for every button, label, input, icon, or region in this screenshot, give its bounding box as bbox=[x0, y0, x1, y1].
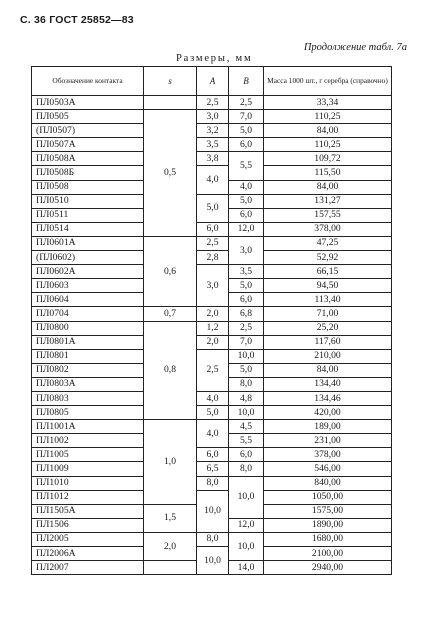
row-mass: 134,40 bbox=[264, 377, 392, 391]
table-row bbox=[32, 448, 392, 462]
page-code: С. 36 ГОСТ 25852—83 bbox=[20, 14, 134, 26]
row-mass: 33,34 bbox=[264, 96, 392, 110]
row-a: 2,5 bbox=[197, 349, 229, 391]
row-designation: ПЛ0508 bbox=[32, 180, 144, 194]
row-b: 4,0 bbox=[229, 180, 264, 194]
row-mass: 66,15 bbox=[264, 265, 392, 279]
table-row bbox=[32, 349, 392, 363]
table-row bbox=[32, 265, 392, 279]
row-b: 7,0 bbox=[229, 335, 264, 349]
table-row bbox=[32, 251, 392, 265]
row-designation: ПЛ1009 bbox=[32, 462, 144, 476]
table-row bbox=[32, 307, 392, 321]
row-designation: ПЛ1002 bbox=[32, 434, 144, 448]
table-row bbox=[32, 462, 392, 476]
row-a: 6,0 bbox=[197, 222, 229, 236]
table-row bbox=[32, 124, 392, 138]
row-designation: ПЛ0803 bbox=[32, 391, 144, 405]
contacts-table bbox=[31, 66, 392, 575]
row-designation: ПЛ0601А bbox=[32, 236, 144, 250]
table-row bbox=[32, 110, 392, 124]
row-mass: 94,50 bbox=[264, 279, 392, 293]
row-a: 8,0 bbox=[197, 532, 229, 546]
row-designation: ПЛ1005 bbox=[32, 448, 144, 462]
row-a: 2,0 bbox=[197, 335, 229, 349]
row-a: 6,0 bbox=[197, 448, 229, 462]
table-row bbox=[32, 476, 392, 490]
col-a: A bbox=[197, 67, 229, 96]
row-mass: 210,00 bbox=[264, 349, 392, 363]
row-b: 5,5 bbox=[229, 152, 264, 180]
row-b: 10,0 bbox=[229, 406, 264, 420]
row-a: 4,0 bbox=[197, 420, 229, 448]
row-designation: ПЛ0508А bbox=[32, 152, 144, 166]
row-designation: ПЛ1001А bbox=[32, 420, 144, 434]
row-mass: 110,25 bbox=[264, 138, 392, 152]
row-designation: ПЛ0603 bbox=[32, 279, 144, 293]
row-designation: ПЛ0508Б bbox=[32, 166, 144, 180]
row-designation: ПЛ0704 bbox=[32, 307, 144, 321]
row-mass: 231,00 bbox=[264, 434, 392, 448]
table-row bbox=[32, 420, 392, 434]
row-designation: ПЛ0511 bbox=[32, 208, 144, 222]
row-a: 3,5 bbox=[197, 138, 229, 152]
row-mass: 420,00 bbox=[264, 406, 392, 420]
row-mass: 25,20 bbox=[264, 321, 392, 335]
row-a: 3,0 bbox=[197, 265, 229, 307]
row-mass: 134,46 bbox=[264, 391, 392, 405]
table-row bbox=[32, 194, 392, 208]
row-mass: 840,00 bbox=[264, 476, 392, 490]
row-b: 12,0 bbox=[229, 222, 264, 236]
row-b: 2,5 bbox=[229, 321, 264, 335]
table-continuation-note: Продолжение табл. 7а bbox=[303, 42, 407, 53]
row-b: 12,0 bbox=[229, 518, 264, 532]
row-designation: ПЛ0801 bbox=[32, 349, 144, 363]
row-designation: (ПЛ0507) bbox=[32, 124, 144, 138]
table-row bbox=[32, 391, 392, 405]
row-designation: ПЛ2005 bbox=[32, 532, 144, 546]
row-a: 3,8 bbox=[197, 152, 229, 166]
table-row bbox=[32, 236, 392, 250]
row-designation: ПЛ0514 bbox=[32, 222, 144, 236]
col-mass: Масса 1000 шт., г серебра (справочно) bbox=[264, 67, 392, 96]
row-designation: ПЛ0801А bbox=[32, 335, 144, 349]
table-row bbox=[32, 222, 392, 236]
table-row bbox=[32, 166, 392, 180]
row-a: 5,0 bbox=[197, 194, 229, 222]
row-b: 10,0 bbox=[229, 349, 264, 363]
row-a: 3,2 bbox=[197, 124, 229, 138]
row-a: 8,0 bbox=[197, 476, 229, 490]
row-s: 1,5 bbox=[144, 504, 197, 532]
row-mass: 52,92 bbox=[264, 251, 392, 265]
row-b: 5,0 bbox=[229, 279, 264, 293]
table-row bbox=[32, 138, 392, 152]
row-s bbox=[144, 96, 197, 110]
row-b: 6,0 bbox=[229, 208, 264, 222]
row-a: 10,0 bbox=[197, 547, 229, 575]
row-b: 6,8 bbox=[229, 307, 264, 321]
row-b: 4,8 bbox=[229, 391, 264, 405]
row-a: 2,0 bbox=[197, 307, 229, 321]
row-a: 4,0 bbox=[197, 391, 229, 405]
row-mass: 378,00 bbox=[264, 448, 392, 462]
row-a: 2,8 bbox=[197, 251, 229, 265]
row-mass: 71,00 bbox=[264, 307, 392, 321]
row-s: 0,6 bbox=[144, 236, 197, 306]
row-mass: 157,55 bbox=[264, 208, 392, 222]
col-b: B bbox=[229, 67, 264, 96]
table-row bbox=[32, 321, 392, 335]
row-designation: ПЛ0803А bbox=[32, 377, 144, 391]
row-mass: 378,00 bbox=[264, 222, 392, 236]
row-b: 5,0 bbox=[229, 194, 264, 208]
table-header-row bbox=[32, 67, 392, 96]
col-s: s bbox=[144, 67, 197, 96]
row-designation: ПЛ1012 bbox=[32, 490, 144, 504]
row-a: 5,0 bbox=[197, 406, 229, 420]
row-s bbox=[144, 561, 197, 575]
table-row bbox=[32, 335, 392, 349]
row-b: 6,0 bbox=[229, 138, 264, 152]
row-s: 0,5 bbox=[144, 110, 197, 237]
row-mass: 115,50 bbox=[264, 166, 392, 180]
row-a: 4,0 bbox=[197, 166, 229, 194]
table-row bbox=[32, 406, 392, 420]
row-designation: (ПЛ0602) bbox=[32, 251, 144, 265]
row-b: 2,5 bbox=[229, 96, 264, 110]
row-a: 2,5 bbox=[197, 96, 229, 110]
row-mass: 117,60 bbox=[264, 335, 392, 349]
row-designation: ПЛ0805 bbox=[32, 406, 144, 420]
row-b: 6,0 bbox=[229, 448, 264, 462]
row-mass: 113,40 bbox=[264, 293, 392, 307]
table-row bbox=[32, 547, 392, 561]
row-b: 4,5 bbox=[229, 420, 264, 434]
row-mass: 2100,00 bbox=[264, 547, 392, 561]
row-a: 1,2 bbox=[197, 321, 229, 335]
row-mass: 1890,00 bbox=[264, 518, 392, 532]
row-s: 2,0 bbox=[144, 532, 197, 560]
row-b: 5,5 bbox=[229, 434, 264, 448]
row-b: 10,0 bbox=[229, 532, 264, 560]
row-mass: 1680,00 bbox=[264, 532, 392, 546]
row-a: 10,0 bbox=[197, 490, 229, 532]
row-mass: 84,00 bbox=[264, 180, 392, 194]
row-a: 6,5 bbox=[197, 462, 229, 476]
row-mass: 1575,00 bbox=[264, 504, 392, 518]
row-designation: ПЛ0507А bbox=[32, 138, 144, 152]
row-mass: 2940,00 bbox=[264, 561, 392, 575]
row-mass: 109,72 bbox=[264, 152, 392, 166]
row-b: 5,0 bbox=[229, 363, 264, 377]
row-a: 2,5 bbox=[197, 236, 229, 250]
row-designation: ПЛ0602А bbox=[32, 265, 144, 279]
row-mass: 546,00 bbox=[264, 462, 392, 476]
row-b: 3,5 bbox=[229, 265, 264, 279]
row-mass: 84,00 bbox=[264, 363, 392, 377]
table-row bbox=[32, 532, 392, 546]
row-designation: ПЛ2006А bbox=[32, 547, 144, 561]
row-b: 7,0 bbox=[229, 110, 264, 124]
col-designation: Обозначение контакта bbox=[32, 67, 144, 96]
row-mass: 131,27 bbox=[264, 194, 392, 208]
row-designation: ПЛ2007 bbox=[32, 561, 144, 575]
row-mass: 189,00 bbox=[264, 420, 392, 434]
table-row bbox=[32, 490, 392, 504]
row-b: 10,0 bbox=[229, 476, 264, 518]
dimensions-label: Размеры, мм bbox=[176, 53, 253, 64]
row-mass: 84,00 bbox=[264, 124, 392, 138]
row-designation: ПЛ0800 bbox=[32, 321, 144, 335]
row-s: 0,7 bbox=[144, 307, 197, 321]
row-b: 14,0 bbox=[229, 561, 264, 575]
row-designation: ПЛ0510 bbox=[32, 194, 144, 208]
row-b: 8,0 bbox=[229, 377, 264, 391]
row-designation: ПЛ0604 bbox=[32, 293, 144, 307]
row-designation: ПЛ0503А bbox=[32, 96, 144, 110]
table-row bbox=[32, 152, 392, 166]
row-a: 3,0 bbox=[197, 110, 229, 124]
row-designation: ПЛ0802 bbox=[32, 363, 144, 377]
row-designation: ПЛ1010 bbox=[32, 476, 144, 490]
row-b: 3,0 bbox=[229, 236, 264, 264]
row-mass: 110,25 bbox=[264, 110, 392, 124]
row-designation: ПЛ1506 bbox=[32, 518, 144, 532]
row-mass: 1050,00 bbox=[264, 490, 392, 504]
row-b: 5,0 bbox=[229, 124, 264, 138]
row-designation: ПЛ1505А bbox=[32, 504, 144, 518]
row-designation: ПЛ0505 bbox=[32, 110, 144, 124]
row-s: 1,0 bbox=[144, 420, 197, 505]
row-mass: 47,25 bbox=[264, 236, 392, 250]
row-s: 0,8 bbox=[144, 321, 197, 420]
table-row bbox=[32, 96, 392, 110]
row-b: 8,0 bbox=[229, 462, 264, 476]
row-b: 6,0 bbox=[229, 293, 264, 307]
